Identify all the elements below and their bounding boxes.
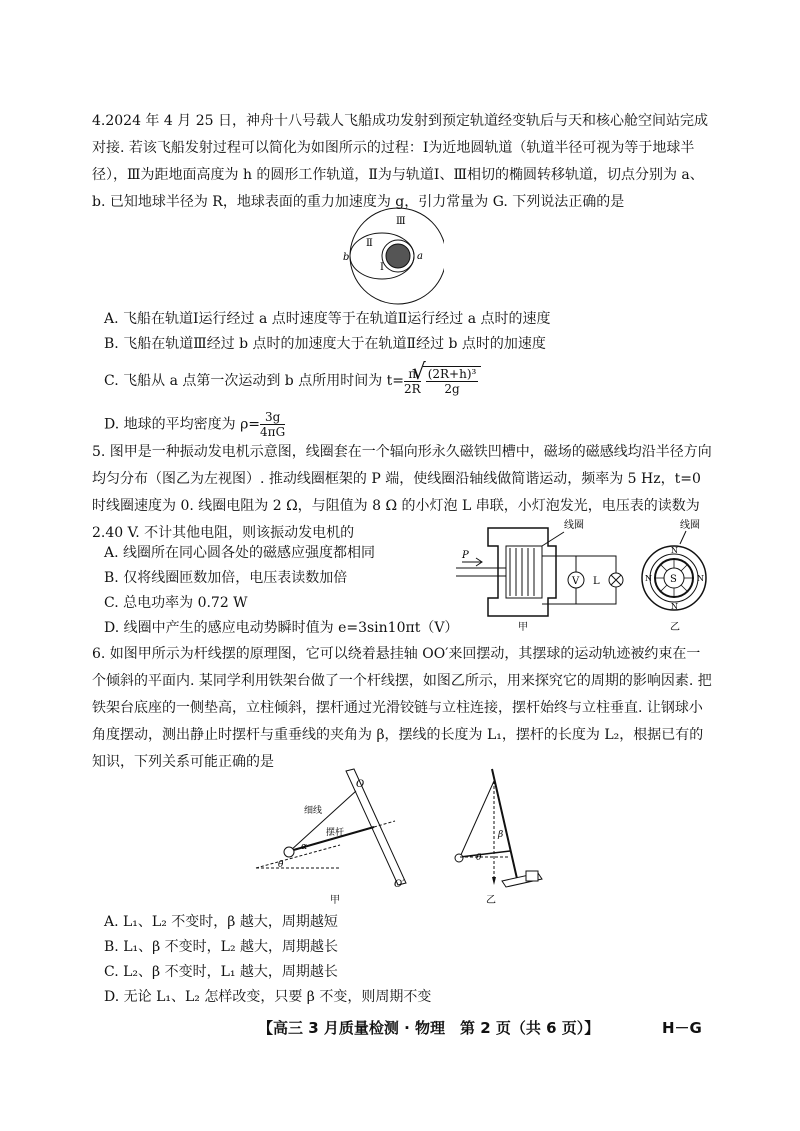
label-n-top: N — [671, 546, 678, 555]
stand-rod — [460, 851, 510, 857]
q6-pendulum-figure-jia — [250, 765, 415, 905]
page-footer: 【高三 3 月质量检测 · 物理 第 2 页（共 6 页）】 — [258, 1019, 600, 1037]
q5-option-a: A. 线圈所在同心圆各处的磁感应强度都相同 — [104, 545, 376, 561]
label-rod: 摆杆 — [326, 828, 345, 838]
q5-option-c: C. 总电功率为 0.72 W — [104, 595, 248, 611]
q6-option-d: D. 无论 L₁、L₂ 怎样改变，只要 β 不变，则周期不变 — [104, 989, 432, 1005]
q4-c-frac-num: π — [404, 367, 421, 382]
q4-stem — [92, 108, 712, 216]
q4-d-frac-num: 3g — [260, 410, 285, 425]
q4-c-frac-den: 2R — [404, 381, 421, 396]
label-theta-yi: θ — [476, 853, 482, 863]
orbit-2-label: Ⅱ — [366, 238, 373, 249]
q6-option-c: C. L₂、β 不变时，L₁ 越大，周期越长 — [104, 964, 338, 980]
label-p: P — [462, 550, 469, 561]
orbit-3-label: Ⅲ — [396, 216, 406, 227]
label-beta: β — [498, 830, 504, 840]
stand-post — [492, 769, 518, 883]
steel-ball — [284, 847, 294, 857]
point-a-label: a — [417, 251, 423, 262]
stand-ball — [455, 854, 463, 862]
caption-yi-q6: 乙 — [486, 895, 496, 905]
label-lamp: L — [593, 576, 600, 587]
caption-jia-q5: 甲 — [518, 622, 528, 631]
q4-stem-text: 4.2024 年 4 月 25 日，神舟十八号载人飞船成功发射到预定轨道经变轨后与天和核心舱空间站完成对接. 若该飞船发射过程可以简化为如图所示的过程：Ⅰ为近地圆轨道（轨道半径可视为等于地球半径），Ⅲ为距地面高度为 h 的圆形工作轨道，Ⅱ为与轨道Ⅰ、Ⅲ相切的椭圆转移轨道，切点分别为 a、b. 已知地球半径为 R，地球表面的重力加速度为 g，引力常量为 G. 下列说法正确的是 — [92, 113, 708, 210]
label-coil-yi: 线圈 — [680, 520, 700, 531]
q4-option-c-prefix: C. 飞船从 a 点第一次运动到 b 点所用时间为 t= — [104, 373, 405, 389]
q6-option-b: B. L₁、β 不变时，L₂ 越大，周期越长 — [104, 939, 339, 955]
q4-option-d-fraction — [260, 410, 285, 439]
exam-code: H－G — [662, 1019, 702, 1037]
label-s: S — [670, 574, 677, 585]
q4-option-b: B. 飞船在轨道Ⅲ经过 b 点时的加速度大于在轨道Ⅱ经过 b 点时的加速度 — [104, 336, 546, 352]
label-coil-jia: 线圈 — [564, 520, 584, 531]
label-n-right: N — [697, 574, 704, 583]
q4-option-a: A. 飞船在轨道Ⅰ运行经过 a 点时速度等于在轨道Ⅱ运行经过 a 点时的速度 — [104, 311, 551, 327]
coil-block — [506, 546, 542, 598]
label-o-prime: O′ — [394, 879, 405, 890]
q5-generator-figure-jia — [456, 516, 626, 631]
caption-jia-q6: 甲 — [330, 895, 340, 905]
q6-stem-text: 6. 如图甲所示为杆线摆的原理图，它可以绕着悬挂轴 OO′来回摆动，其摆球的运动轨迹被约束在一个倾斜的平面内. 某同学利用铁架台做了一个杆线摆，如图乙所示，用来探究它的周期的影响因素. 把铁架台底座的一侧垫高，立柱倾斜，摆杆通过光滑铰链与立柱连接，摆杆始终与立柱垂直. 让钢球小角度摆动，测出静止时摆杆与重垂线的夹角为 β，摆线的长度为 L₁，摆杆的长度为 L₂，根据已有的知识，下列关系可能正确的是 — [92, 646, 712, 770]
q5-option-d: D. 线圈中产生的感应电动势瞬时值为 e=3sin10πt（V） — [104, 620, 459, 636]
q4-c-sqrt-den: 2g — [444, 382, 460, 396]
point-b-label: b — [343, 252, 350, 263]
q5-option-b: B. 仅将线圈匝数加倍，电压表读数加倍 — [104, 570, 348, 586]
earth-disc — [386, 244, 410, 268]
weight-block — [526, 871, 538, 881]
label-theta-jia: θ — [278, 860, 284, 870]
q4-c-sqrt-num: √ (2R+h)³ — [427, 367, 477, 381]
stand-thread — [460, 781, 494, 857]
label-voltmeter: V — [572, 576, 580, 587]
q6-option-a: A. L₁、L₂ 不变时，β 越大，周期越短 — [104, 914, 338, 930]
q5-generator-figure-yi — [634, 516, 724, 631]
label-o: O — [356, 779, 365, 790]
q4-option-c-sqrt — [423, 366, 482, 396]
label-n-left: N — [645, 574, 652, 583]
post-rod — [346, 769, 406, 885]
caption-yi-q5: 乙 — [670, 622, 680, 631]
q4-orbit-figure — [340, 204, 444, 308]
orbit-1-label: Ⅰ — [380, 262, 384, 273]
q4-d-frac-den: 4πG — [260, 425, 286, 439]
q4-option-c — [104, 366, 481, 396]
label-alpha: α — [301, 842, 308, 852]
label-thread: 细线 — [304, 806, 323, 816]
q4-option-d — [104, 410, 285, 439]
q4-option-d-prefix: D. 地球的平均密度为 ρ= — [104, 416, 261, 433]
q6-stem — [92, 641, 712, 776]
q6-pendulum-figure-yi — [446, 765, 556, 905]
label-n-bottom: N — [671, 602, 678, 611]
q5-stem-text: 5. 图甲是一种振动发电机示意图，线圈套在一个辐向形永久磁铁凹槽中，磁场的磁感线均沿半径方向均匀分布（图乙为左视图）. 推动线圈框架的 P 端，使线圈沿轴线做简谐运动，频率为 5 Hz，t=0 时线圈速度为 0. 线圈电阻为 2 Ω，与阻值为 8 Ω 的小灯泡 L 串联，小灯泡发光，电压表的读数为 2.40 V. 不计其他电阻，则该振动发电机的 — [92, 444, 712, 541]
